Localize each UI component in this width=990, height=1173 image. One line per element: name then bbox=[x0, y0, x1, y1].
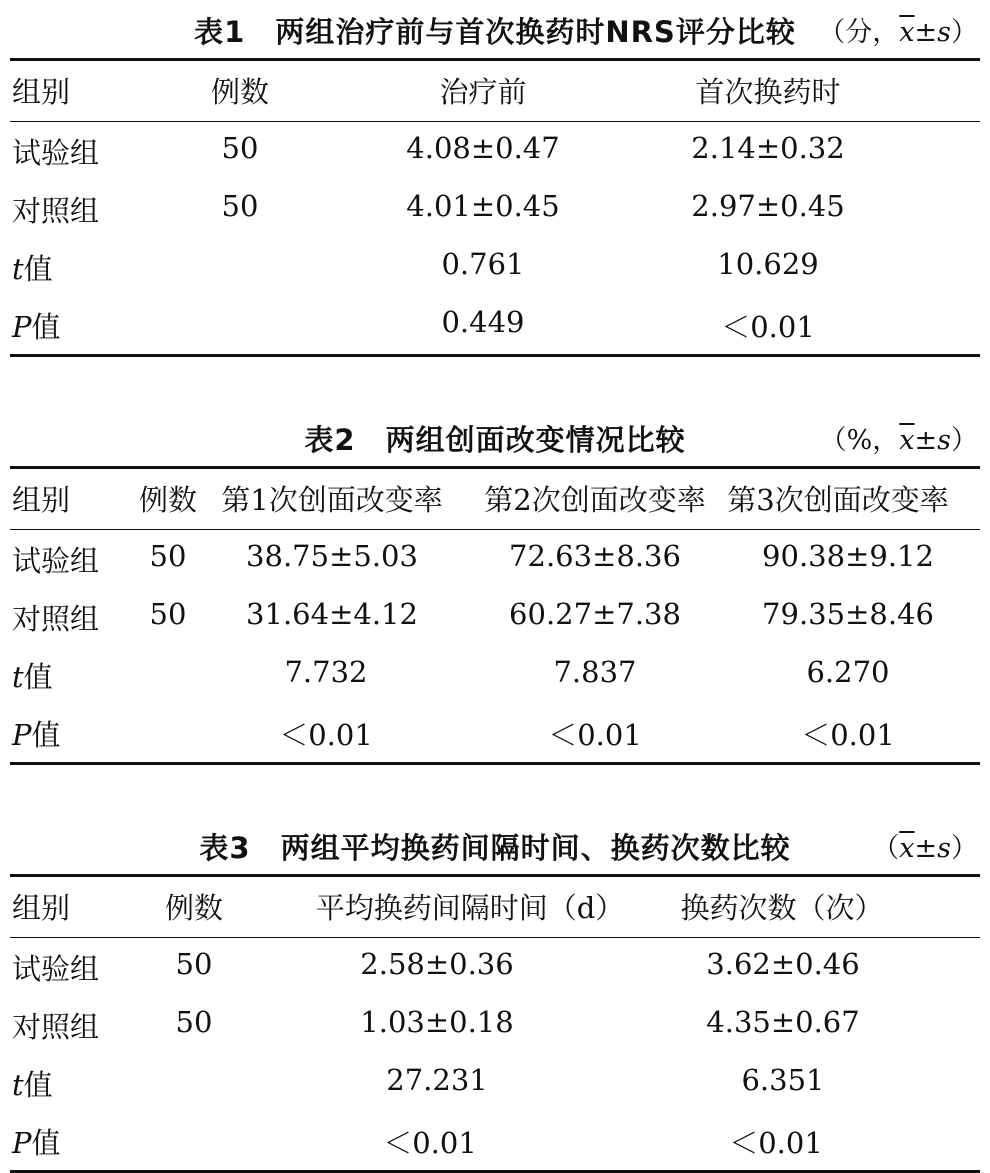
row-value: 7.837 bbox=[553, 655, 637, 689]
row-value: ＜0.01 bbox=[801, 718, 895, 752]
row-value: 7.732 bbox=[284, 655, 368, 689]
table-row bbox=[10, 122, 980, 180]
table-row bbox=[10, 296, 980, 354]
row-label: 对照组 bbox=[12, 194, 100, 228]
header-group: 组别 bbox=[12, 483, 71, 517]
table-3-caption bbox=[10, 816, 980, 874]
row-value: 3.62±0.46 bbox=[706, 947, 860, 981]
row-label: 对照组 bbox=[12, 602, 100, 636]
header-row bbox=[10, 469, 980, 529]
table-2-title: 表2 两组创面改变情况比较 bbox=[304, 423, 686, 457]
header-before: 治疗前 bbox=[439, 75, 527, 109]
row-value: 72.63±8.36 bbox=[509, 539, 681, 573]
row-value: 4.08±0.47 bbox=[406, 131, 560, 165]
table-row bbox=[10, 938, 980, 996]
row-value: ＜0.01 bbox=[548, 718, 642, 752]
table-1-unit: （分，$\overline{x}\pm s$） bbox=[818, 17, 978, 48]
header-row bbox=[10, 877, 980, 937]
header-first-change: 首次换药时 bbox=[695, 75, 841, 109]
row-value: 0.761 bbox=[441, 247, 525, 281]
bottom-rule bbox=[10, 354, 980, 357]
row-value: 31.64±4.12 bbox=[246, 597, 418, 631]
header-row bbox=[10, 61, 980, 121]
header-times: 换药次数（次） bbox=[680, 891, 884, 925]
row-value: 38.75±5.03 bbox=[246, 539, 418, 573]
row-value: 6.270 bbox=[806, 655, 890, 689]
row-value: 2.14±0.32 bbox=[691, 131, 845, 165]
table-row bbox=[10, 704, 980, 762]
row-count: 50 bbox=[149, 597, 187, 631]
row-label: t值 bbox=[12, 252, 53, 286]
table-2-unit: （%，$\overline{x}\pm s$） bbox=[819, 425, 978, 456]
table-row bbox=[10, 530, 980, 588]
table-3 bbox=[10, 816, 980, 1173]
row-value: 2.97±0.45 bbox=[691, 189, 845, 223]
row-value: 1.03±0.18 bbox=[360, 1005, 514, 1039]
row-label: 对照组 bbox=[12, 1010, 100, 1044]
table-row bbox=[10, 238, 980, 296]
bottom-rule bbox=[10, 762, 980, 765]
row-label: 试验组 bbox=[12, 544, 100, 578]
table-1-title: 表1 两组治疗前与首次换药时NRS评分比较 bbox=[194, 15, 796, 49]
row-value: 90.38±9.12 bbox=[762, 539, 934, 573]
header-rate-1: 第1次创面改变率 bbox=[221, 483, 443, 517]
table-1-caption bbox=[10, 0, 980, 58]
row-label: t值 bbox=[12, 660, 53, 694]
row-value: ＜0.01 bbox=[383, 1126, 477, 1160]
row-count: 50 bbox=[175, 947, 213, 981]
table-2 bbox=[10, 408, 980, 765]
row-value: 79.35±8.46 bbox=[762, 597, 934, 631]
row-value: 4.35±0.67 bbox=[706, 1005, 860, 1039]
table-3-title: 表3 两组平均换药间隔时间、换药次数比较 bbox=[199, 831, 791, 865]
row-value: 10.629 bbox=[717, 247, 819, 281]
table-row bbox=[10, 1054, 980, 1112]
header-rate-3: 第3次创面改变率 bbox=[727, 483, 949, 517]
table-row bbox=[10, 646, 980, 704]
row-value: 4.01±0.45 bbox=[406, 189, 560, 223]
row-count: 50 bbox=[221, 131, 259, 165]
row-label: P值 bbox=[12, 1126, 61, 1160]
row-value: ＜0.01 bbox=[729, 1126, 823, 1160]
header-count: 例数 bbox=[210, 75, 270, 109]
row-count: 50 bbox=[175, 1005, 213, 1039]
header-count: 例数 bbox=[138, 483, 198, 517]
table-row bbox=[10, 588, 980, 646]
row-value: 0.449 bbox=[441, 305, 525, 339]
table-3-unit: $(\overline{x}\pm s)$ bbox=[872, 833, 978, 864]
row-value: ＜0.01 bbox=[721, 310, 815, 344]
table-2-caption bbox=[10, 408, 980, 466]
row-count: 50 bbox=[221, 189, 259, 223]
row-value: ＜0.01 bbox=[279, 718, 373, 752]
table-row bbox=[10, 180, 980, 238]
row-count: 50 bbox=[149, 539, 187, 573]
row-label: 试验组 bbox=[12, 136, 100, 170]
header-interval: 平均换药间隔时间（d） bbox=[315, 891, 625, 925]
row-label: 试验组 bbox=[12, 952, 100, 986]
table-1 bbox=[10, 0, 980, 357]
row-label: t值 bbox=[12, 1068, 53, 1102]
row-value: 27.231 bbox=[386, 1063, 488, 1097]
header-rate-2: 第2次创面改变率 bbox=[484, 483, 706, 517]
header-group: 组别 bbox=[12, 75, 71, 109]
row-label: P值 bbox=[12, 310, 61, 344]
row-value: 6.351 bbox=[741, 1063, 825, 1097]
header-group: 组别 bbox=[12, 891, 71, 925]
table-row bbox=[10, 996, 980, 1054]
row-value: 2.58±0.36 bbox=[360, 947, 514, 981]
row-label: P值 bbox=[12, 718, 61, 752]
row-value: 60.27±7.38 bbox=[509, 597, 681, 631]
header-count: 例数 bbox=[164, 891, 224, 925]
table-row bbox=[10, 1112, 980, 1170]
